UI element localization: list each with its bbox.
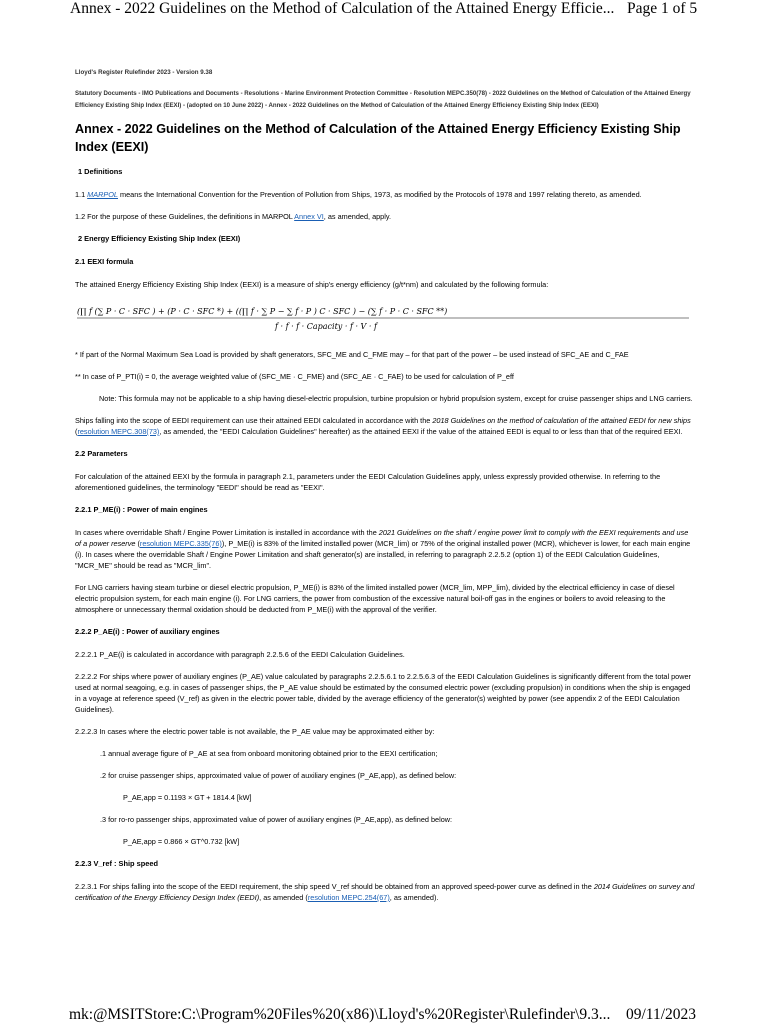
footnote-double-star: ** In case of P_PTI(i) = 0, the average weighted value of (SFC_ME · C_FME) and (SFC_AE · C_FAE) to be used for calculation of P_eff — [75, 372, 514, 381]
header-page-number: Page 1 of 5 — [627, 0, 698, 17]
paragraph-1-1 — [75, 189, 695, 200]
shaft-power-guidelines-title: 2021 Guidelines on the shaft / engine power limit to comply with the EEXI requirements and use of a power reserve — [75, 528, 689, 548]
mepc-335-link[interactable]: resolution MEPC.335(76) — [139, 539, 222, 548]
svg-text:(∏ f (∑ P · C · SFC ) + (P: (∏ f (∑ P · C · SFC ) + (P · C · SFC *) + ((∏ f · ∑ P − ∑ f · P ) C · SFC ) − (∑ f · P · C · SFC **) — [77, 307, 448, 316]
paragraph-eedi-scope — [75, 415, 695, 437]
main-engines-paren: ( — [135, 539, 140, 548]
svg-text:f · f · f · Capacity · f ·: f · f · f · Capacity · f · V · f — [275, 322, 377, 331]
eexi-formula-image — [75, 301, 695, 338]
ship-speed-end: , as amended). — [389, 893, 439, 902]
paragraph-1-2 — [75, 211, 695, 222]
paragraph-1-1-text: means the International Convention for the Prevention of Pollution from Ships, 1973, as modified by the Protocols of 1978 and 1997 relating thereto, as amended. — [118, 190, 642, 199]
ship-speed-text: 2.2.3.1 For ships falling into the scope of the EEDI requirement, the ship speed V_ref should be obtained from an approved speed-power curve as defined in the — [75, 882, 594, 891]
paragraph-2-2: For calculation of the attained EEXI by the formula in paragraph 2.1, parameters under the EEDI Calculation Guidelines apply, unless expressly provided otherwise. In referring to the aforementioned guidelines, the terminology "EEDI" should be read as "EEXI". — [75, 472, 661, 492]
mepc-254-link[interactable]: resolution MEPC.254(67) — [307, 893, 390, 902]
equation-cruise: P_AE,app = 0.1193 × GT + 1814.4 [kW] — [123, 793, 252, 802]
paragraph-1-1-number: 1.1 — [75, 190, 88, 199]
footer-date: 09/11/2023 — [626, 1006, 697, 1023]
subsection-heading-eexi-formula: 2.1 EEXI formula — [75, 257, 134, 266]
survey-guidelines-title: 2014 Guidelines on survey and certification of the Energy Efficiency Design Index (EEDI) — [75, 882, 695, 902]
version-label: Lloyd's Register Rulefinder 2023 - Version 9.38 — [75, 69, 213, 76]
page-title: Annex - 2022 Guidelines on the Method of Calculation of the Attained Energy Efficiency Existing Ship Index (EEXI) — [75, 122, 681, 154]
list-item-3: .3 for ro-ro passenger ships, approximated value of power of auxiliary engines (P_AE,app), as defined below: — [100, 815, 453, 824]
page-footer — [0, 1006, 768, 1024]
paragraph-2-2-2-1: 2.2.2.1 P_AE(i) is calculated in accordance with paragraph 2.2.5.6 of the EEDI Calculation Guidelines. — [75, 650, 405, 659]
eedi-scope-end: , as amended, the "EEDI Calculation Guidelines" hereafter) as the attained EEXI if the value of the attained EEDI is equal to or less than that of the required EEXI. — [159, 427, 683, 436]
header-document-title: Annex - 2022 Guidelines on the Method of Calculation of the Attained Energy Efficie... — [70, 0, 615, 17]
paragraph-2-2-1-b: For LNG carriers having steam turbine or diesel electric propulsion, P_ME(i) is 83% of the limited installed power (MCR_lim, MPP_lim), divided by the electrical efficiency in case of diesel electric propulsion system, for each main engine (i). For LNG carriers, the power from combustion of the excessive natural boil-off gas in the engines or boilers to avoid releasing to the atmosphere or unnecessary thermal oxidation should be deducted from P_ME(i) with the approval of the verifier. — [75, 583, 675, 614]
formula-note: Note: This formula may not be applicable to a ship having diesel-electric propulsion, turbine propulsion or hybrid propulsion system, except for cruise passenger ships and LNG carriers. — [99, 394, 693, 403]
document-body — [75, 67, 695, 914]
paragraph-2-2-3-1 — [75, 881, 695, 903]
subsection-heading-auxiliary-engines: 2.2.2 P_AE(i) : Power of auxiliary engines — [75, 627, 220, 636]
main-engines-end: ), P_ME(i) is 83% of the limited installed power (MCR_lim) or 75% of the original installed power (MCR), whichever is lower, for each main engine (i). In cases where the overridable Shaft / Engine Power Limitation and shaft generator(s) are installed, in referring to paragraph 2.2.5.2 (option 1) of the EEDI Calculation Guidelines, "MCR_ME" should be read as "MCR_lim". — [75, 539, 691, 570]
paragraph-2-2-2-3: 2.2.2.3 In cases where the electric power table is not available, the P_AE value may be approximated either by: — [75, 727, 435, 736]
ship-speed-paren: , as amended ( — [259, 893, 308, 902]
subsection-heading-main-engines: 2.2.1 P_ME(i) : Power of main engines — [75, 505, 208, 514]
equation-ro-ro: P_AE,app = 0.866 × GT^0.732 [kW] — [123, 837, 240, 846]
section-heading-eexi: 2 Energy Efficiency Existing Ship Index (EEXI) — [78, 234, 241, 243]
paragraph-1-2-end: , as amended, apply. — [323, 212, 391, 221]
marpol-link[interactable]: MARPOL — [87, 190, 118, 199]
mepc-308-link[interactable]: resolution MEPC.308(73) — [77, 427, 160, 436]
eedi-scope-text: Ships falling into the scope of EEDI requirement can use their attained EEDI calculated in accordance with the — [75, 416, 433, 425]
page-header — [0, 0, 768, 20]
paragraph-2-1: The attained Energy Efficiency Existing Ship Index (EEXI) is a measure of ship's energy efficiency (g/t*nm) and calculated by the following formula: — [75, 280, 549, 289]
eedi-guidelines-title: 2018 Guidelines on the method of calculation of the attained EEDI for new ships — [432, 416, 691, 425]
main-engines-text: In cases where overridable Shaft / Engine Power Limitation is installed in accordance with the — [75, 528, 379, 537]
section-heading-definitions: 1 Definitions — [78, 167, 123, 176]
paragraph-2-2-1-a — [75, 527, 695, 571]
footer-file-path: mk:@MSITStore:C:\Program%20Files%20(x86)\Lloyd's%20Register\Rulefinder\9.3... — [69, 1006, 611, 1023]
paragraph-2-2-2-2: 2.2.2.2 For ships where power of auxiliary engines (P_AE) value calculated by paragraphs 2.2.5.6.1 to 2.2.5.6.3 of the EEDI Calculation Guidelines is significantly different from the total power used at normal seagoing, e.g. in cases of passenger ships, the P_AE value should be estimated by the consumed electric power (excluding propulsion) in conditions when the ship is engaged in a voyage at reference speed (V_ref) as given in the electric power table, divided by the average efficiency of the generator(s) weighted by power (see appendix 2 of the EEDI Calculation Guidelines). — [75, 672, 691, 714]
list-item-1: .1 annual average figure of P_AE at sea from onboard monitoring obtained prior to the EEXI certification; — [100, 749, 438, 758]
annex-vi-link[interactable]: Annex VI — [294, 212, 324, 221]
footnote-single-star: * If part of the Normal Maximum Sea Load is provided by shaft generators, SFC_ME and C_FME may – for that part of the power – be used instead of SFC_AE and C_FAE — [75, 350, 629, 359]
subsection-heading-ship-speed: 2.2.3 V_ref : Ship speed — [75, 859, 158, 868]
subsection-heading-parameters: 2.2 Parameters — [75, 449, 128, 458]
breadcrumb: Statutory Documents - IMO Publications and Documents - Resolutions - Marine Environment Protection Committee - Resolution MEPC.350(78) - 2022 Guidelines on the Method of Calculation of the Attained Energy Efficiency Existing Ship Index (EEXI) - (adopted on 10 June 2022) - Annex - 2022 Guidelines on the Method of Calculation of the Attained Energy Efficiency Existing Ship Index (EEXI) — [75, 90, 691, 109]
paragraph-1-2-text: 1.2 For the purpose of these Guidelines, the definitions in MARPOL — [75, 212, 295, 221]
eedi-scope-paren: ( — [75, 427, 78, 436]
list-item-2: .2 for cruise passenger ships, approximated value of power of auxiliary engines (P_AE,app), as defined below: — [100, 771, 457, 780]
